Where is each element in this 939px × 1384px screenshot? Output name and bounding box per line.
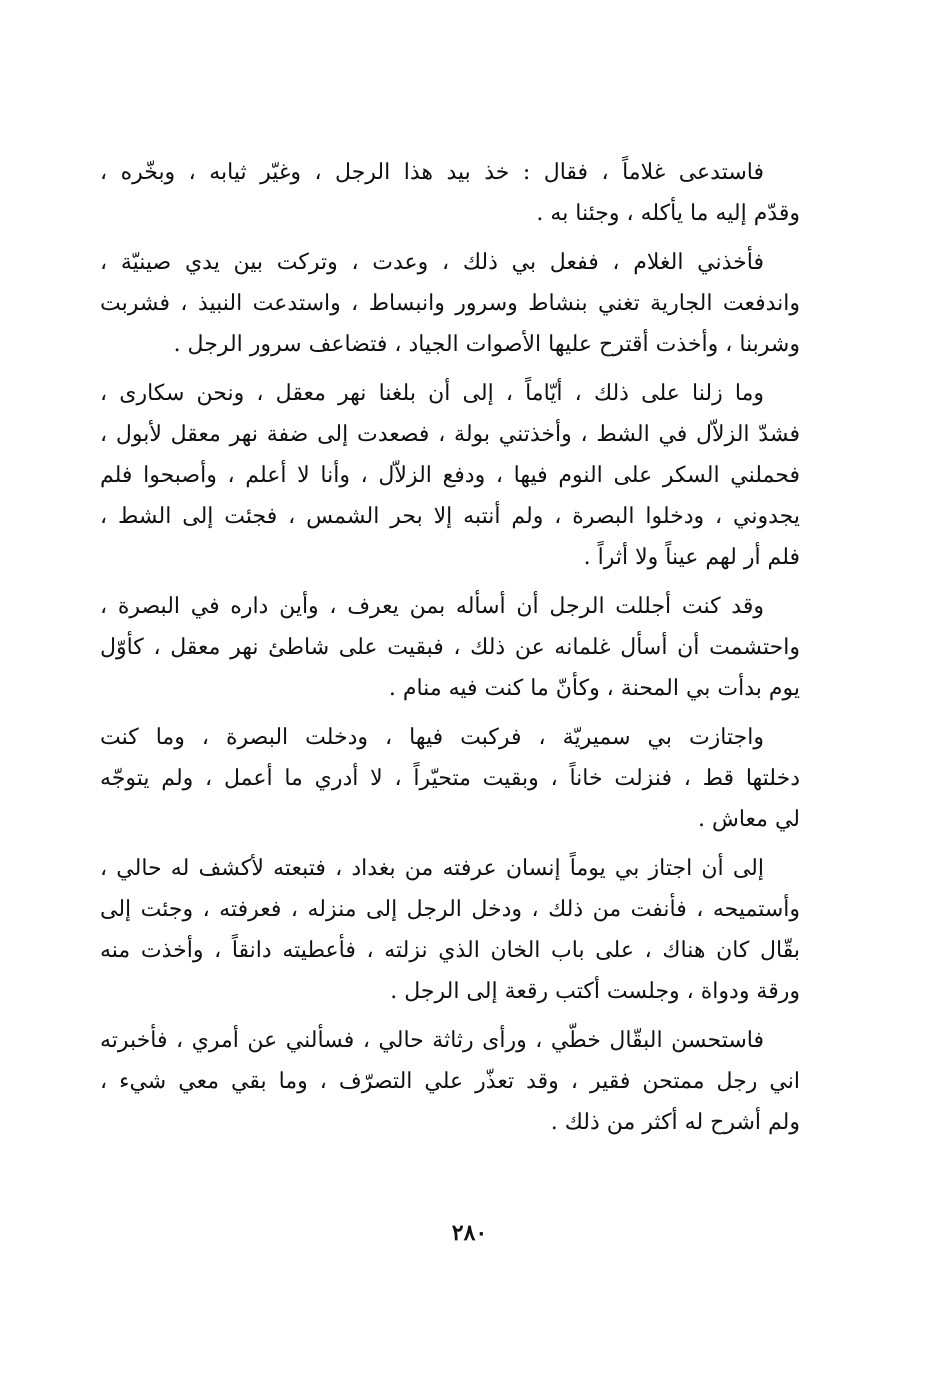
- text-line: وقدّم إليه ما يأكله ، وجئنا به .: [536, 201, 800, 226]
- paragraph-gap: [100, 840, 800, 848]
- paragraph-gap: [100, 365, 800, 373]
- paragraph-gap: [100, 234, 800, 242]
- text-line: فاستحسن البقّال خطّي ، ورأى رثاثة حالي ، فسألني عن أمري ، فأخبرته: [100, 1028, 764, 1053]
- paragraph: [100, 717, 800, 840]
- text-line: واجتازت بي سميريّة ، فركبت فيها ، ودخلت البصرة ، وما كنت: [100, 725, 764, 750]
- text-line: وقد كنت أجللت الرجل أن أسأله بمن يعرف ، وأين داره في البصرة ،: [100, 594, 764, 619]
- paragraph-gap: [100, 709, 800, 717]
- text-line: دخلتها قط ، فنزلت خاناً ، وبقيت متحيّراً ، لا أدري ما أعمل ، ولم يتوجّه: [100, 766, 800, 791]
- text-line: فلم أر لهم عيناً ولا أثراً .: [583, 545, 800, 570]
- text-line: فاستدعى غلاماً ، فقال : خذ بيد هذا الرجل ، وغيّر ثيابه ، وبخّره ،: [100, 160, 764, 185]
- text-line: ورقة ودواة ، وجلست أكتب رقعة إلى الرجل .: [390, 979, 800, 1004]
- paragraph: [100, 373, 800, 578]
- paragraph: [100, 152, 800, 234]
- paragraph-gap: [100, 1012, 800, 1020]
- paragraph: [100, 586, 800, 709]
- paragraph-gap: [100, 578, 800, 586]
- paragraph: [100, 242, 800, 365]
- text-line: وأستميحه ، فأنفت من ذلك ، ودخل الرجل إلى منزله ، فعرفته ، وجئت إلى: [100, 897, 800, 922]
- text-line: واندفعت الجارية تغني بنشاط وسرور وانبساط ، واستدعت النبيذ ، فشربت: [100, 291, 800, 316]
- page-number: ٢٨٠: [451, 1220, 488, 1246]
- text-line: يوم بدأت بي المحنة ، وكأنّ ما كنت فيه منام .: [388, 676, 800, 701]
- text-line: ولم أشرح له أكثر من ذلك .: [550, 1110, 800, 1135]
- text-line: فشدّ الزلاّل في الشط ، وأخذتني بولة ، فصعدت إلى ضفة نهر معقل لأبول ،: [100, 422, 800, 447]
- text-line: إلى أن اجتاز بي يوماً إنسان عرفته من بغداد ، فتبعته لأكشف له حالي ،: [100, 856, 764, 881]
- text-line: يجدوني ، ودخلوا البصرة ، ولم أنتبه إلا بحر الشمس ، فجئت إلى الشط ،: [100, 504, 800, 529]
- paragraph: [100, 1020, 800, 1143]
- text-line: لي معاش .: [698, 807, 800, 832]
- paragraph: [100, 848, 800, 1012]
- text-line: فأخذني الغلام ، ففعل بي ذلك ، وعدت ، وتركت بين يدي صينيّة ،: [100, 250, 764, 275]
- text-line: اني رجل ممتحن فقير ، وقد تعذّر علي التصرّف ، وما بقي معي شيء ،: [100, 1069, 800, 1094]
- text-line: واحتشمت أن أسأل غلمانه عن ذلك ، فبقيت على شاطئ نهر معقل ، كأوّل: [100, 635, 800, 660]
- text-line: وشربنا ، وأخذت أقترح عليها الأصوات الجياد ، فتضاعف سرور الرجل .: [173, 332, 800, 357]
- text-line: بقّال كان هناك ، على باب الخان الذي نزلته ، فأعطيته دانقاً ، وأخذت منه: [100, 938, 800, 963]
- text-line: وما زلنا على ذلك ، أيّاماً ، إلى أن بلغنا نهر معقل ، ونحن سكارى ،: [100, 381, 764, 406]
- body-text: [100, 152, 800, 1143]
- text-line: فحملني السكر على النوم فيها ، ودفع الزلاّل ، وأنا لا أعلم ، وأصبحوا فلم: [100, 463, 800, 488]
